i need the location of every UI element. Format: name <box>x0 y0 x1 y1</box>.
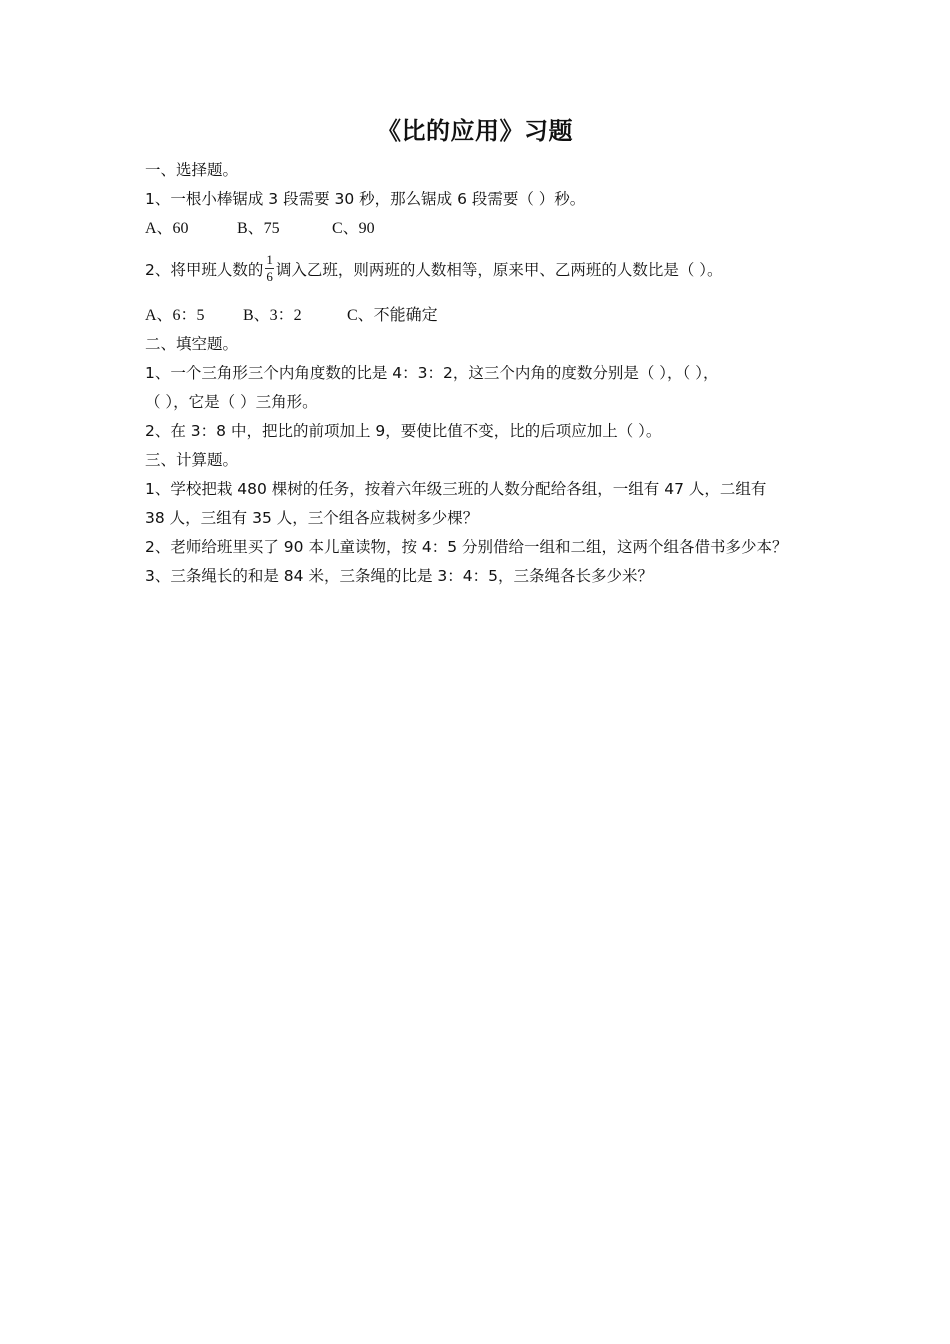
fraction-denominator: 6 <box>266 269 273 284</box>
question-calc-1-line-1: 1、学校把栽 480 棵树的任务，按着六年级三班的人数分配给各组，一组有 47 人，二组有 <box>145 480 767 498</box>
question-text-after: 调入乙班，则两班的人数相等，原来甲、乙两班的人数比是（ ）。 <box>275 261 723 279</box>
question-calc-1-line-2: 38 人，三组有 35 人，三个组各应栽树多少棵？ <box>145 509 479 527</box>
option-b: B、75 <box>237 220 280 237</box>
options-choice-1 <box>145 217 375 240</box>
fraction-one-sixth <box>265 253 274 284</box>
question-fill-1-line-2: （ ），它是（ ）三角形。 <box>145 393 318 411</box>
option-b: B、3：2 <box>243 307 302 324</box>
section-heading-calc: 三、计算题。 <box>145 451 239 469</box>
options-choice-2 <box>145 304 438 327</box>
section-heading-fill: 二、填空题。 <box>145 335 239 353</box>
option-a: A、6：5 <box>145 307 205 324</box>
fraction-numerator: 1 <box>266 252 273 267</box>
question-text-before: 2、将甲班人数的 <box>145 261 264 279</box>
question-calc-3: 3、三条绳长的和是 84 米，三条绳的比是 3：4：5，三条绳各长多少米？ <box>145 567 653 585</box>
section-heading-choice: 一、选择题。 <box>145 161 239 179</box>
question-fill-1-line-1: 1、一个三角形三个内角度数的比是 4：3：2，这三个内角的度数分别是（ ），（ ）， <box>145 364 719 382</box>
option-c: C、不能确定 <box>347 307 438 324</box>
option-a: A、60 <box>145 220 189 237</box>
question-choice-2 <box>145 252 723 286</box>
question-fill-2: 2、在 3：8 中，把比的前项加上 9，要使比值不变，比的后项应加上（ ）。 <box>145 422 662 440</box>
question-calc-2: 2、老师给班里买了 90 本儿童读物，按 4：5 分别借给一组和二组，这两个组各借书多少本？ <box>145 538 788 556</box>
question-choice-1: 1、一根小棒锯成 3 段需要 30 秒，那么锯成 6 段需要（ ）秒。 <box>145 190 586 208</box>
page-title: 《比的应用》习题 <box>377 117 573 145</box>
option-c: C、90 <box>332 220 375 237</box>
